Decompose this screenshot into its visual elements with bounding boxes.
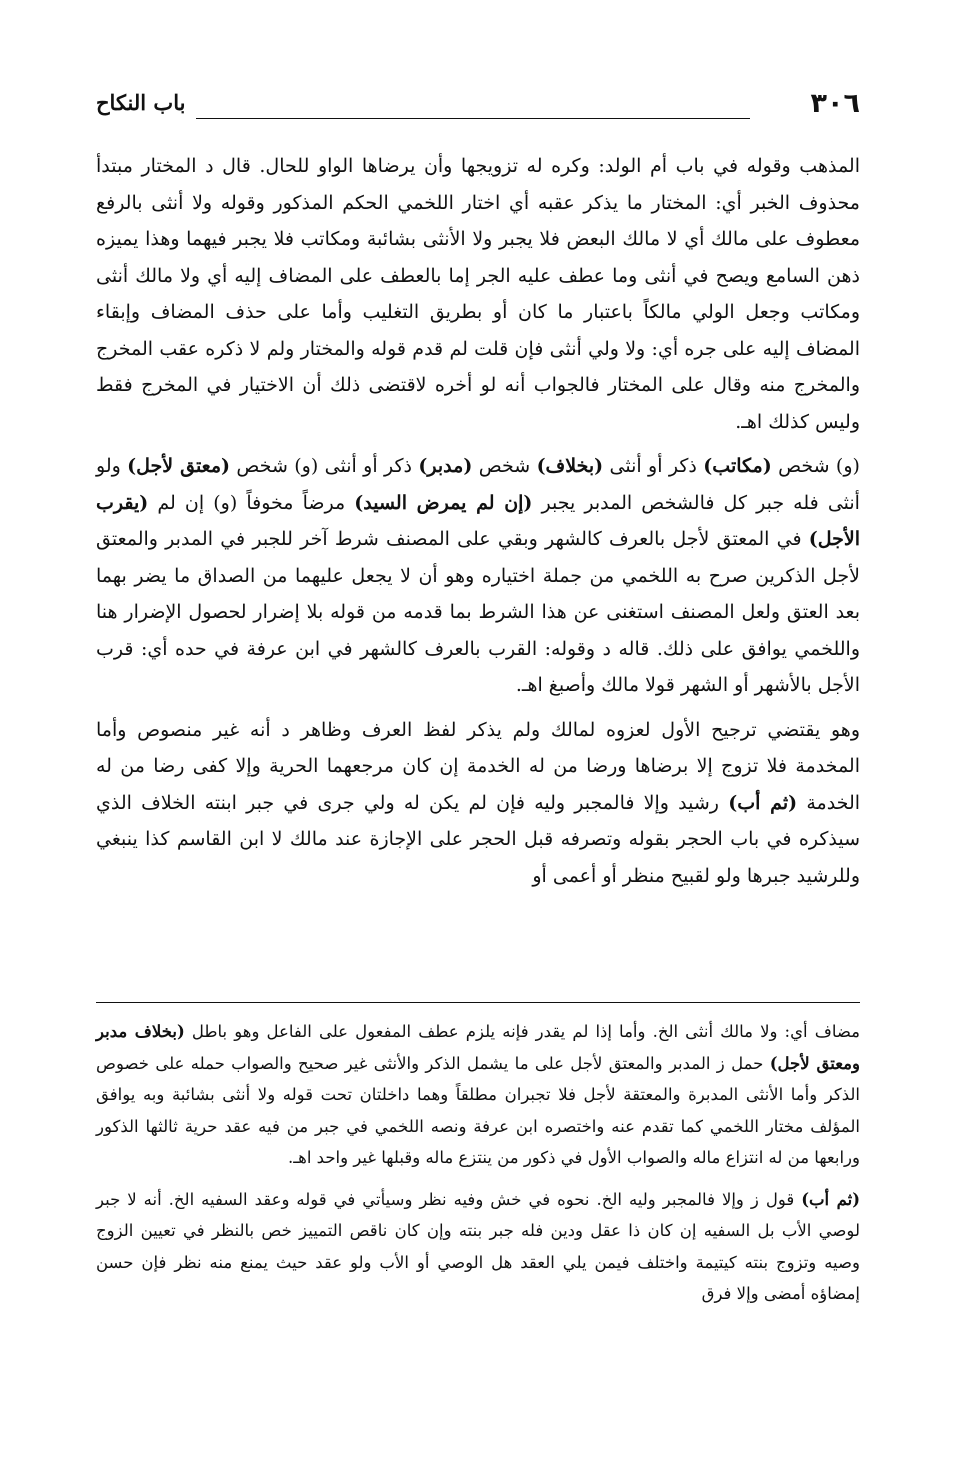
text-run: ذكر أو أنثى — [609, 455, 697, 477]
main-text — [96, 148, 860, 980]
paragraph-2 — [96, 448, 860, 704]
text-run: شخص — [478, 455, 531, 477]
text-run: حمل ز المدبر والمعتق لأجل على ما يشمل الذكر والأنثى غير صحيح والصواب حمله على خصوص الذكر وأما الأنثى المدبرة والمعتقة لأجل فلا تجبران مطلقاً وهما داخلتان تحت قوله ولا أنثى بشائبة وبه يوافق المؤلف مختار اللخمي كما تقدم عنه واختصره ابن عرفة ونصه اللخمي في جبر من فيه عقد حرية ثالثها الذكور ورابعها من له انتزاع ماله والصواب الأول في ذكور من ينتزع ماله وقبلها غير واحد اهـ. — [96, 1053, 860, 1167]
paragraph-3 — [96, 712, 860, 895]
text-run: قول ز وإلا فالمجبر وليه الخ. نحوه في خش وفيه نظر وسيأتي في قوله وعقد السفيه الخ. أنه لا جبر لوصي الأب بل السفيه إن كان ذا عقل ودين فله جبر بنته وإن كان ناقص التمييز خص بالنظر في تعيين الزوج وصيه وتزوج بنته كيتيمة واختلف فيمن يلي العقد هل الوصي أو الأب ولو عقد حيث يمنع منه نظر فإن حسن إمضاؤه أمضى وإلا فرق — [96, 1189, 860, 1303]
text-run: (و) شخص — [778, 455, 860, 477]
text-run: في المعتق لأجل بالعرف كالشهر وبقي على المصنف شرط آخر للجبر في المدبر والمعتق لأجل الذكرين صرح به اللخمي من جملة اختياره وهو أن لا يجعل عليهما من الصداق ما يضر بهما بعد العتق ولعل المصنف استغنى عن هذا الشرط بما قدمه من قوله بلا إضرار لحصول الإضرار هنا واللخمي يوافق على ذلك. قاله د وقوله: القرب بالعرف كالشهر في ابن عرفة في حده أي: قرب الأجل بالأشهر أو الشهر قولا مالك وأصبغ اهـ. — [96, 528, 860, 696]
term-in-lam-yamrad: (إن لم يمرض السيد) — [354, 491, 533, 514]
chapter-title: باب النكاح — [96, 90, 186, 115]
note-term-thumma-ab: (ثم أب) — [801, 1189, 860, 1209]
header-rule — [196, 118, 750, 119]
text-run: ولو أنثى فله جبر كل فالشخص المدبر يجبر — [96, 455, 860, 514]
term-bikhilaf: (بخلاف) — [536, 455, 604, 477]
text-run: مرضاً مخوفاً (و) إن لم — [157, 491, 346, 514]
note-term-bikhilaf: (بخلاف مدبر ومعتق لأجل) — [96, 1022, 860, 1073]
text-run: مضاف أي: ولا مالك أنثى الخ. وأما إذا لم يقدر فإنه يلزم عطف المفعول على الفاعل وهو باطل — [191, 1022, 860, 1041]
footnote-separator — [96, 1002, 860, 1003]
term-yaqrub-alajal: (يقرب الأجل) — [96, 491, 860, 550]
text-run: ذكر أو أنثى (و) شخص — [236, 455, 413, 477]
term-mudabbar: (مدبر) — [418, 455, 473, 477]
footnotes — [96, 1016, 860, 1396]
footnote-1 — [96, 1016, 860, 1174]
term-mukatab: (مكاتب) — [703, 455, 772, 477]
term-thumma-ab: (ثم أب) — [728, 791, 798, 814]
term-mutaq-liajal: (معتق لأجل) — [127, 455, 231, 477]
footnote-2 — [96, 1184, 860, 1310]
running-header — [96, 88, 860, 124]
paragraph-1: المذهب وقوله في باب أم الولد: وكره له تزويجها وأن يرضاها الواو للحال. قال د المختار مبتدأ محذوف الخبر أي: المختار ما يذكر عقبه أي اختار اللخمي الحكم المذكور وقوله ولا أنثى بالرفع معطوف على مالك أي لا مالك البعض فلا يجبر ولا الأنثى بشائبة ومكاتب فلا يجبر فيهما وهذا يميزه ذهن السامع ويصح في أنثى وما عطف عليه الجر إما بالعطف على المضاف إليه أي ولا مالك أنثى ومكاتب وجعل الولي مالكاً باعتبار ما كان أو بطريق التغليب وأما على حذف المضاف وإبقاء المضاف إليه على جره أي: ولا ولي أنثى فإن قلت لم قدم قوله والمختار ولم لا ذكره عقب المخرج والمخرج منه وقال على المختار فالجواب أنه لو أخره لاقتضى ذلك أن الاختيار في المخرج فقط وليس كذلك اهـ. — [96, 155, 860, 433]
text-run: رشيد وإلا فالمجبر وليه فإن لم يكن له ولي جرى في جبر ابنته الخلاف الذي سيذكره في باب الحجر بقوله وتصرفه قبل الحجر على الإجازة عند مالك لا ابن القاسم كذا ينبغي وللرشيد جبرها ولو لقبيح منظر أو أعمى أو — [96, 791, 860, 887]
page-number: ٣٠٦ — [810, 88, 860, 119]
text-run: وهو يقتضي ترجيح الأول لعزوه لمالك ولم يذكر لفظ العرف وظاهر د أنه غير منصوص وأما المخدمة فلا تزوج إلا برضاها ورضا من له الخدمة إن كان مرجعهما الحرية وإلا كفى رضا من له الخدمة — [96, 718, 861, 814]
